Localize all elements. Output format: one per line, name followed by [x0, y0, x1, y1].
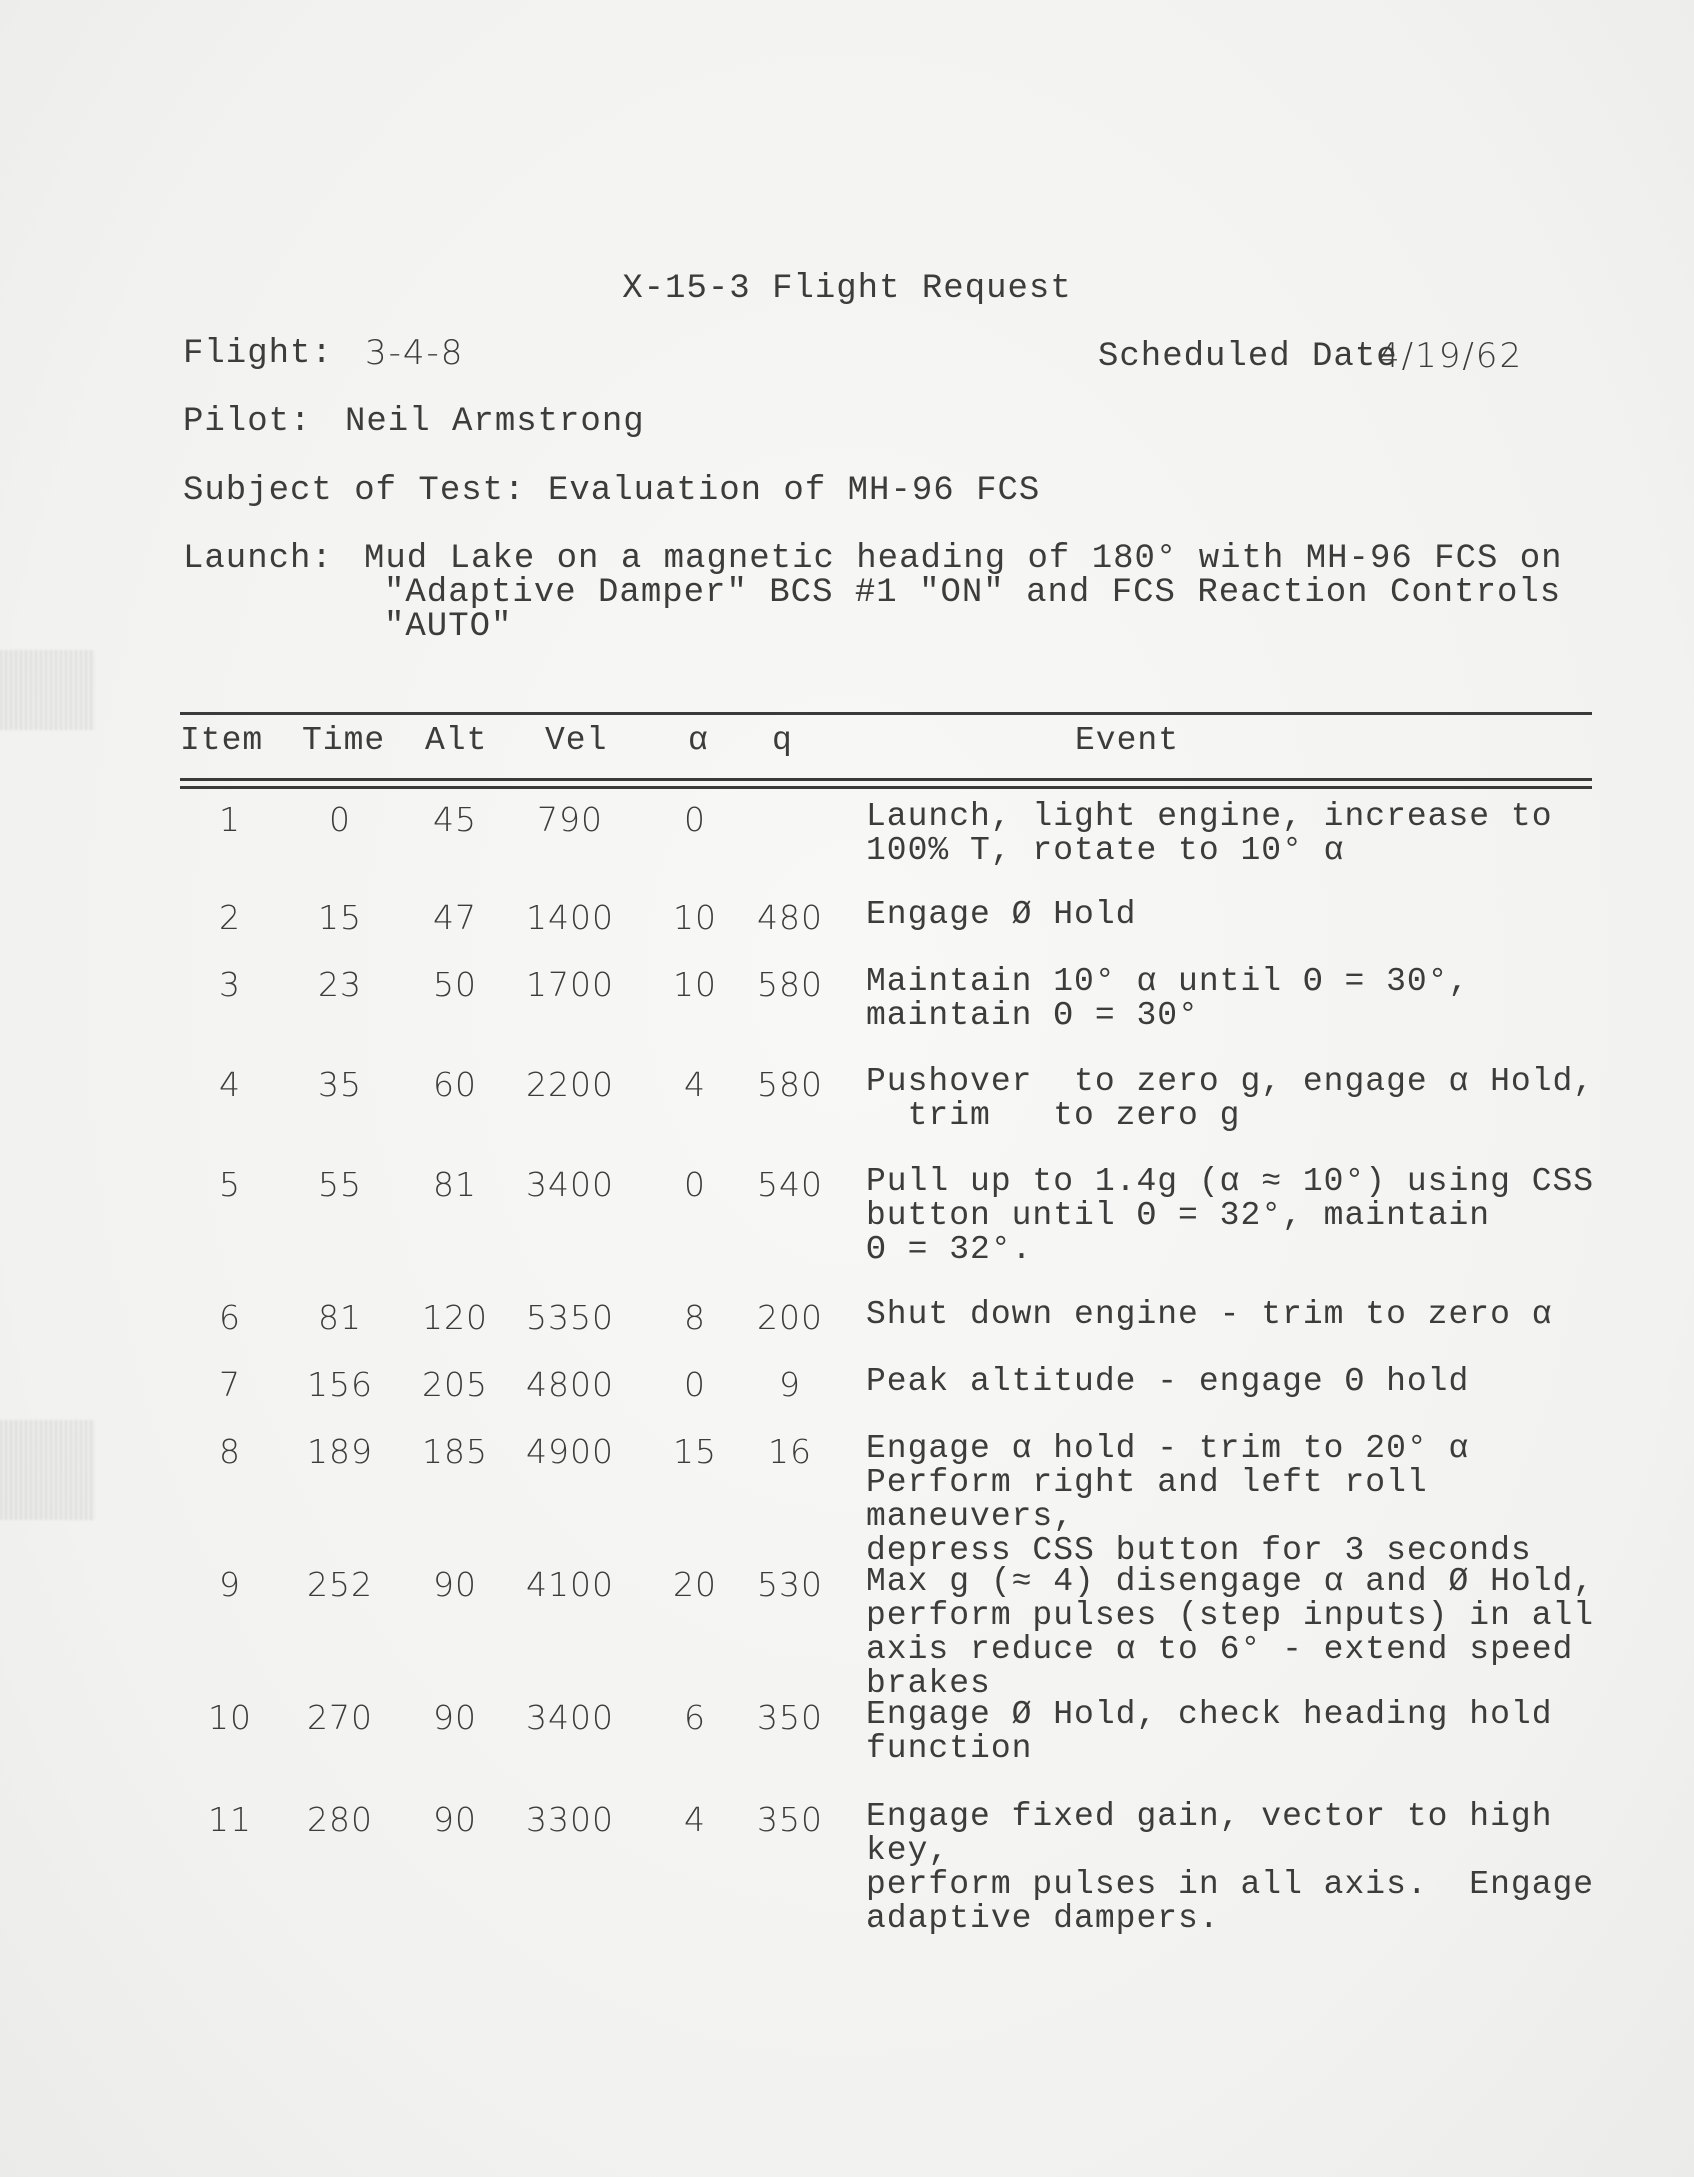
row-time: 15 — [318, 898, 362, 937]
pilot-label: Pilot: — [183, 403, 312, 441]
row-item: 9 — [219, 1565, 241, 1604]
scheduled-date-label: Scheduled Date — [1098, 338, 1398, 376]
row-item: 1 — [219, 800, 241, 839]
launch-line-2: "Adaptive Damper" BCS #1 "ON" and FCS Reaction Controls — [384, 574, 1562, 612]
row-time: 156 — [307, 1365, 373, 1404]
row-item: 2 — [219, 898, 241, 937]
row-q: 350 — [757, 1698, 823, 1737]
row-event: Peak altitude - engage Θ hold — [866, 1363, 1470, 1400]
row-time: 270 — [307, 1698, 373, 1737]
row-q: 580 — [757, 965, 823, 1004]
row-alpha: 8 — [684, 1298, 706, 1337]
row-alt: 50 — [433, 965, 477, 1004]
table-header-rule — [180, 786, 1592, 789]
row-time: 81 — [318, 1298, 362, 1337]
row-item: 11 — [208, 1800, 252, 1839]
row-alpha: 4 — [684, 1065, 706, 1104]
subject-label: Subject of Test: — [183, 472, 526, 510]
row-time: 0 — [329, 800, 351, 839]
launch-line-1: Mud Lake on a magnetic heading of 180° with MH-96 FCS on — [364, 540, 1563, 578]
row-vel: 3300 — [526, 1800, 614, 1839]
column-header-event: Event — [1075, 722, 1180, 759]
row-q: 350 — [757, 1800, 823, 1839]
row-event: Shut down engine - trim to zero α — [866, 1296, 1553, 1333]
subject-value: Evaluation of MH-96 FCS — [548, 472, 1041, 510]
scan-smudge — [0, 650, 95, 730]
row-alpha: 0 — [684, 1165, 706, 1204]
row-event: Engage Ø Hold, check heading hold function — [866, 1696, 1553, 1767]
row-event: Engage fixed gain, vector to high key, perform pulses in all axis. Engage adaptive dampers. — [866, 1798, 1595, 1937]
row-alt: 90 — [433, 1565, 477, 1604]
row-event: Engage α hold - trim to 20° α Perform right and left roll maneuvers, depress CSS button for 3 seconds — [866, 1430, 1532, 1569]
row-vel: 4800 — [526, 1365, 614, 1404]
row-item: 8 — [219, 1432, 241, 1471]
document-title: X-15-3 Flight Request — [622, 270, 1072, 308]
row-item: 7 — [219, 1365, 241, 1404]
row-alpha: 10 — [673, 898, 717, 937]
row-q: 16 — [768, 1432, 812, 1471]
row-vel: 790 — [537, 800, 603, 839]
row-alpha: 10 — [673, 965, 717, 1004]
column-header-item: Item — [180, 722, 264, 759]
row-alt: 81 — [433, 1165, 477, 1204]
row-alpha: 0 — [684, 1365, 706, 1404]
row-alt: 60 — [433, 1065, 477, 1104]
flight-label: Flight: — [183, 335, 333, 373]
pilot-value: Neil Armstrong — [345, 403, 645, 441]
row-item: 6 — [219, 1298, 241, 1337]
row-vel: 3400 — [526, 1165, 614, 1204]
row-time: 280 — [307, 1800, 373, 1839]
row-time: 189 — [307, 1432, 373, 1471]
row-alt: 45 — [433, 800, 477, 839]
scan-smudge — [0, 1420, 95, 1520]
row-event: Launch, light engine, increase to 100% T, rotate to 10° α — [866, 798, 1553, 869]
row-event: Pushover to zero g, engage α Hold, trim to zero g — [866, 1063, 1595, 1134]
row-q: 480 — [757, 898, 823, 937]
column-header-vel: Vel — [545, 722, 608, 759]
row-item: 3 — [219, 965, 241, 1004]
column-header-q: q — [772, 722, 793, 759]
launch-label: Launch: — [183, 540, 333, 578]
row-alt: 205 — [422, 1365, 488, 1404]
row-item: 5 — [219, 1165, 241, 1204]
row-alt: 185 — [422, 1432, 488, 1471]
row-alt: 90 — [433, 1698, 477, 1737]
flight-value: 3-4-8 — [365, 333, 465, 373]
scheduled-date-value: 4/19/62 — [1378, 336, 1524, 376]
row-q: 580 — [757, 1065, 823, 1104]
row-alpha: 4 — [684, 1800, 706, 1839]
row-vel: 4100 — [526, 1565, 614, 1604]
column-header-time: Time — [302, 722, 386, 759]
row-vel: 3400 — [526, 1698, 614, 1737]
row-q: 530 — [757, 1565, 823, 1604]
table-header-rule — [180, 778, 1592, 781]
row-alpha: 6 — [684, 1698, 706, 1737]
column-header-alt: Alt — [425, 722, 488, 759]
row-q: 540 — [757, 1165, 823, 1204]
row-vel: 5350 — [526, 1298, 614, 1337]
row-alt: 120 — [422, 1298, 488, 1337]
row-vel: 2200 — [526, 1065, 614, 1104]
table-top-rule — [180, 712, 1592, 715]
column-header-alpha: α — [688, 722, 709, 759]
row-time: 252 — [307, 1565, 373, 1604]
row-event: Maintain 10° α until Θ = 30°, maintain Θ = 30° — [866, 963, 1470, 1034]
row-event: Max g (≈ 4) disengage α and Ø Hold, perform pulses (step inputs) in all axis reduce α to 6° - extend speed brakes — [866, 1563, 1595, 1702]
row-alt: 90 — [433, 1800, 477, 1839]
row-time: 35 — [318, 1065, 362, 1104]
row-time: 55 — [318, 1165, 362, 1204]
row-item: 10 — [208, 1698, 252, 1737]
row-q: 200 — [757, 1298, 823, 1337]
row-alt: 47 — [433, 898, 477, 937]
row-alpha: 0 — [684, 800, 706, 839]
row-event: Pull up to 1.4g (α ≈ 10°) using CSS button until Θ = 32°, maintain Θ = 32°. — [866, 1163, 1595, 1268]
row-vel: 4900 — [526, 1432, 614, 1471]
launch-line-3: "AUTO" — [384, 608, 513, 646]
row-alpha: 15 — [673, 1432, 717, 1471]
row-item: 4 — [219, 1065, 241, 1104]
row-vel: 1700 — [526, 965, 614, 1004]
row-vel: 1400 — [526, 898, 614, 937]
row-alpha: 20 — [673, 1565, 717, 1604]
row-event: Engage Ø Hold — [866, 896, 1137, 933]
row-time: 23 — [318, 965, 362, 1004]
row-q: 9 — [779, 1365, 801, 1404]
